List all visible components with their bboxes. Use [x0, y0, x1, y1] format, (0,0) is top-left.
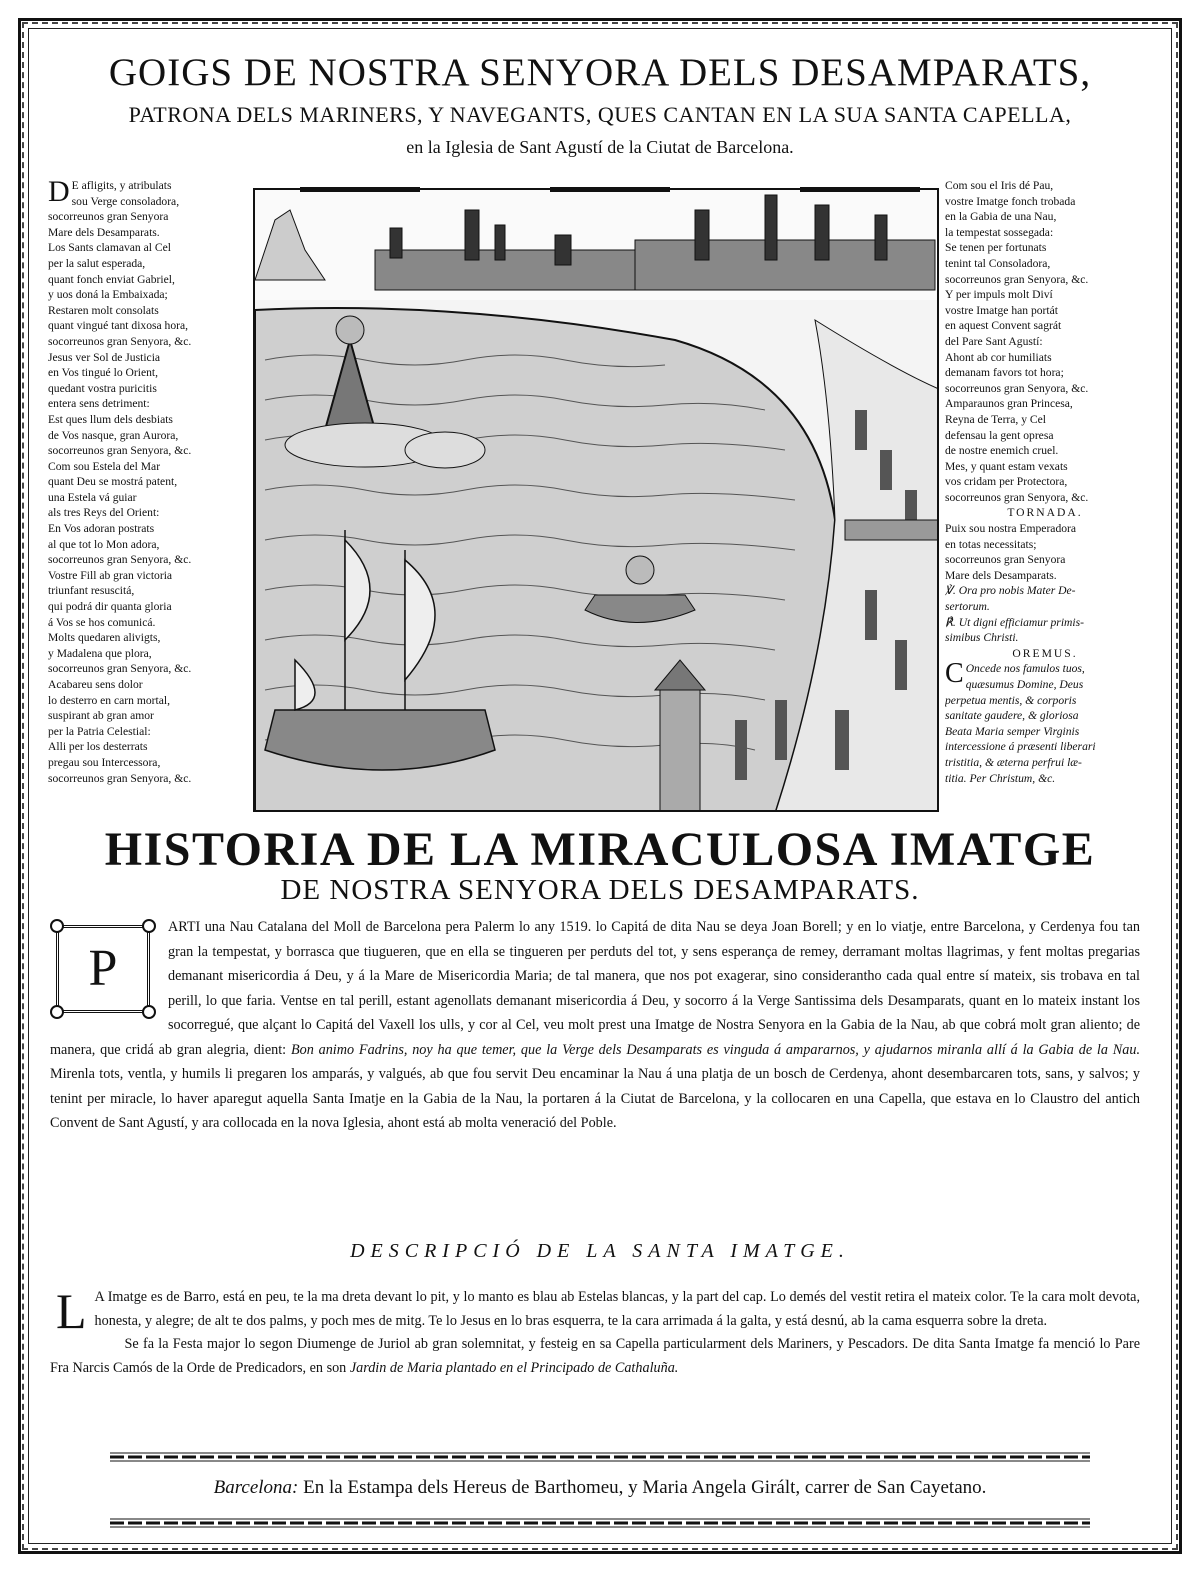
response-line: simibus Christi. [945, 631, 1019, 645]
verse-line: socorreunos gran Senyora, &c. [48, 444, 192, 458]
verse-line: Mare dels Desamparats. [48, 225, 160, 239]
verse-line: Se tenen per fortunats [945, 241, 1047, 255]
verse-line: Com sou Estela del Mar [48, 459, 161, 473]
verses-right-column [945, 178, 1145, 786]
verse-line: Jesus ver Sol de Justicia [48, 350, 161, 364]
history-quote: Bon animo Fadrins, noy ha que temer, que la Verge dels Desamparats es vinguda á ampararnos, y ajudarnos miranla allí á la Gabia de la Nau. [290, 1041, 1140, 1058]
tornada-heading: TORNADA. [1007, 506, 1083, 520]
verse-line: y uos doná la Embaixada; [48, 288, 168, 302]
verse-line: defensau la gent opresa [945, 428, 1054, 442]
verse-line: Est ques llum dels desbiats [48, 412, 173, 426]
verse-line: Restaren molt consolats [48, 303, 159, 317]
prayer-line: quæsumus Domine, Deus [965, 678, 1084, 691]
tornada-line: socorreunos gran Senyora [945, 553, 1066, 567]
verse-line: la tempestat sossegada: [945, 225, 1054, 239]
verse-line: E afligits, y atribulats [71, 179, 172, 192]
book-title: Jardin de Maria plantado en el Principado de Cathaluña. [349, 1359, 679, 1376]
verse-line: Y per impuls molt Diví [945, 288, 1053, 302]
verse-line: triunfant resuscitá, [48, 584, 135, 598]
verse-line: Com sou el Iris dé Pau, [945, 179, 1054, 192]
verse-line: quant fonch enviat Gabriel, [48, 272, 175, 286]
verse-line: Reyna de Terra, y Cel [945, 412, 1047, 426]
verse-line: socorreunos gran Senyora, &c. [48, 553, 192, 567]
verse-line: de nostre enemich cruel. [945, 444, 1059, 458]
engraving-image [255, 190, 939, 812]
verse-line: suspirant ab gran amor [48, 709, 154, 723]
verse-line: demanam favors tot hora; [945, 366, 1064, 380]
prayer-line: perpetua mentis, & corporis [945, 693, 1077, 707]
page-subtitle: PATRONA DELS MARINERS, Y NAVEGANTS, QUES CANTAN EN LA SUA SANTA CAPELLA, [128, 102, 1072, 127]
verse-line: á Vos se hos comunicá. [48, 615, 156, 629]
verse-line: socorreunos gran Senyora, &c. [48, 334, 192, 348]
history-text-1: ARTI una Nau Catalana del Moll de Barcelona pera Palerm lo any 1519. lo Capitá de dita Nau se deya Joan Borell; y en lo viatje, entre Barcelona, y Cerdenya fou tan gran la tempestat, y borrasca que tiugueren, que en ella se tingueren per perduts del tot, y sens esperança de remey, derramant moltas llagrimas, y fent moltas pregarias demanant misericordia á Deu, y á la Mare de Misericordia Maria; de tal manera, que nos pot exagerar, sino considerantho cada qual entre sí mateix, sis trobava en tal perill, lo que faria. Ventse en tal perill, estant agenollats demanant misericordia á Deu, y socorro á la Verge Santissima dels Desamparats, quant en lo mateix instant los socorregué, que alçant lo Capitá del Vaxell los ulls, y cor al Cel, veu molt prest una Imatge de Nostra Senyora en la Gabia de la Nau, ab que cobrá molt gran aliento; de manera, que cridá ab gran alegria, dient: [50, 919, 1140, 1058]
page-title: GOIGS DE NOSTRA SENYORA DELS DESAMPARATS, [108, 51, 1092, 94]
verse-line: qui podrá dir quanta gloria [48, 600, 172, 614]
description-heading: DESCRIPCIÓ DE LA SANTA IMATGE. [350, 1240, 850, 1262]
history-subheading: DE NOSTRA SENYORA DELS DESAMPARATS. [280, 874, 920, 906]
verse-line: per la salut esperada, [48, 256, 146, 270]
prayer-line: Beata Maria semper Virginis [945, 724, 1080, 738]
verse-line: socorreunos gran Senyora, &c. [48, 771, 192, 785]
verse-line: vostre Imatge han portát [945, 303, 1058, 317]
prayer-line: Oncede nos famulos tuos, [965, 662, 1085, 676]
verse-line: entera sens detriment: [48, 397, 150, 411]
verse-line: En Vos adoran postrats [48, 522, 155, 536]
verse-line: socorreunos gran Senyora, &c. [945, 381, 1089, 395]
verse-line: socorreunos gran Senyora, &c. [945, 490, 1089, 504]
verse-line: per la Patria Celestial: [48, 724, 151, 738]
oremus-heading: OREMUS. [1012, 646, 1078, 660]
history-text-2: Mirenla tots, ventla, y humils li pregaren los amparás, y valgués, ab que fou servit Deu encaminar la Nau á una platja de un bosch de Cerdenya, ahont desembarcaren tots, sans, y salvos; y tenint per miracle, lo haver aparegut aquella Santa Imatje en la Gabia de la Nau, la portaren á la Ciutat de Barcelona, y la collocaren en una Capella, que estava en lo Claustro del antich Convent de Sant Agustí, y ara collocada en la nova Iglesia, ahont está ab molta veneració del Poble. [50, 1066, 1140, 1131]
prayer-line: tristitia, & æterna perfrui læ- [945, 755, 1082, 769]
verse-line: Ahont ab cor humiliats [945, 350, 1052, 364]
engraving-top-bars [300, 185, 920, 195]
verse-line: en Vos tingué lo Orient, [48, 366, 159, 380]
verse-line: quant Deu se mostrá patent, [48, 475, 178, 489]
verse-line: vostre Imatge fonch trobada [945, 194, 1076, 208]
verse-line: Molts quedaren alivigts, [48, 631, 161, 645]
verse-line: sou Verge consoladora, [71, 194, 180, 208]
verse-line: tenint tal Consoladora, [945, 256, 1051, 270]
verse-line: lo desterro en carn mortal, [48, 693, 171, 707]
description-drop-cap: L [56, 1283, 87, 1339]
verse-line: Mes, y quant estam vexats [945, 459, 1068, 473]
verse-line: als tres Reys del Orient: [48, 506, 160, 520]
harbor-woodcut-illustration [253, 188, 939, 812]
verse-line: quant vingué tant dixosa hora, [48, 319, 189, 333]
verse-line: una Estela vá guiar [48, 490, 137, 504]
verse-line: en aquest Convent sagrát [945, 319, 1062, 333]
imprint-text: En la Estampa dels Hereus de Barthomeu, y Maria Angela Girált, carrer de San Cayetano. [303, 1477, 987, 1498]
imprint-line [40, 1477, 1160, 1499]
description-paragraph-2: Se fa la Festa major lo segon Diumenge de Juriol ab gran solemnitat, y festeig en sa Capella particularment dels Mariners, y Pescadors. De dita Santa Imatge fa menció lo Pare Fra Narcis Camós de la Orde de Predicadors, en son [50, 1336, 1140, 1376]
ornamental-initial [50, 919, 156, 1019]
verse-line: Los Sants clamavan al Cel [48, 241, 171, 255]
description-text [50, 1283, 1140, 1380]
tornada-line: Mare dels Desamparats. [945, 568, 1057, 582]
verse-line: socorreunos gran Senyora [48, 210, 169, 224]
ornamental-rule-top [110, 1452, 1090, 1462]
tornada-line: en totas necessitats; [945, 537, 1037, 551]
verse-line: al que tot lo Mon adora, [48, 537, 160, 551]
imprint-place: Barcelona: [213, 1477, 299, 1498]
history-paragraph [50, 915, 1140, 1136]
verse-line: quedant vostra puricitis [48, 381, 157, 395]
tornada-line: Puix sou nostra Emperadora [945, 522, 1077, 536]
verse-line: socorreunos gran Senyora, &c. [945, 272, 1089, 286]
verse-line: en la Gabia de una Nau, [945, 210, 1057, 224]
response-line: ℟. Ut digni efficiamur primis- [945, 615, 1085, 629]
verse-line: del Pare Sant Agustí: [945, 334, 1043, 348]
verse-line: de Vos nasque, gran Aurora, [48, 428, 179, 442]
ornamental-rule-bottom [110, 1518, 1090, 1528]
versicle-line: ℣. Ora pro nobis Mater De- [945, 584, 1076, 598]
initial-letter: P [88, 940, 118, 997]
versicle-line: sertorum. [945, 600, 990, 614]
verse-line: Vostre Fill ab gran victoria [48, 568, 173, 582]
verse-line: vos cridam per Protectora, [945, 475, 1068, 489]
verse-line: Amparaunos gran Princesa, [945, 397, 1073, 411]
prayer-line: titia. Per Christum, &c. [945, 771, 1056, 785]
description-paragraph-1: A Imatge es de Barro, está en peu, te la ma dreta devant lo pit, y lo manto es blau ab Estelas blancas, y la part del cap. Lo demés del vestit retira el mateix color. Te la cara molt devota, honesta, y alegre; de alt te dos palms, y poch mes de mitg. Te lo Jesus en lo bras esquerra, te la cara arrimada á la galta, y está desnú, ab la cama esquerra sobre la dreta. [94, 1289, 1140, 1329]
verse-drop-cap: D [48, 175, 70, 208]
verse-line: Acabareu sens dolor [48, 678, 143, 691]
prayer-line: sanitate gaudere, & gloriosa [945, 709, 1079, 723]
verse-line: pregau sou Intercessora, [48, 755, 161, 769]
history-heading: HISTORIA DE LA MIRACULOSA IMATGE [104, 823, 1096, 876]
verse-line: Alli per los desterrats [48, 740, 148, 754]
verses-left-column [48, 175, 252, 786]
prayer-line: intercessione á præsenti liberari [945, 740, 1096, 754]
prayer-drop-cap: C [945, 658, 964, 690]
verse-line: y Madalena que plora, [48, 646, 152, 660]
location-line: en la Iglesia de Sant Agustí de la Ciutat de Barcelona. [406, 137, 794, 157]
verse-line: socorreunos gran Senyora, &c. [48, 662, 192, 676]
